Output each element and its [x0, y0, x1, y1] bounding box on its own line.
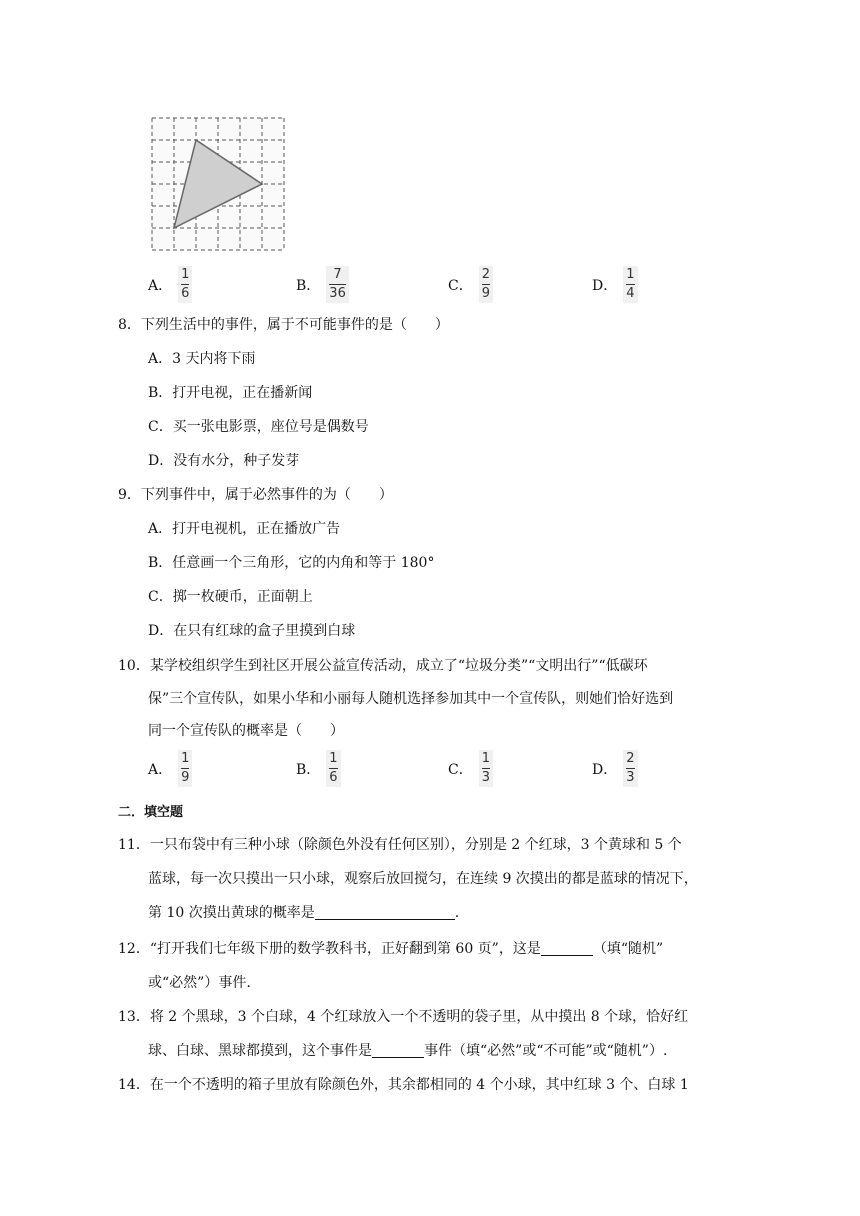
answer-blank[interactable]	[541, 941, 593, 956]
q10-option-a[interactable]: A． $\frac{1}{9}$	[148, 750, 192, 787]
q10-option-c[interactable]: C． $\frac{1}{3}$	[448, 750, 493, 787]
fraction: $\frac{1}{9}$	[178, 750, 192, 787]
q9-option-c[interactable]: C．掷一枚硬币，正面朝上	[148, 589, 313, 605]
fraction: $\frac{2}{9}$	[479, 266, 493, 303]
q9-option-d[interactable]: D．在只有红球的盒子里摸到白球	[148, 623, 356, 639]
q12-line2: 或“必然”）事件.	[148, 975, 251, 991]
grid-triangle-figure	[148, 114, 288, 254]
q8-option-c[interactable]: C．买一张电影票，座位号是偶数号	[148, 419, 369, 435]
fraction: $\frac{2}{3}$	[623, 750, 637, 787]
q7-options	[148, 266, 748, 310]
q10-options	[148, 750, 748, 794]
fraction: $\frac{1}{6}$	[326, 750, 340, 787]
q7-option-a[interactable]: A． $\frac{1}{6}$	[148, 266, 192, 303]
section-title: 二．填空题	[118, 805, 184, 820]
q13-line1: 13．将 2 个黑球，3 个白球，4 个红球放入一个不透明的袋子里，从中摸出 8 个球，恰好红	[118, 1009, 689, 1025]
answer-blank[interactable]	[372, 1043, 424, 1058]
fraction: $\frac{1}{3}$	[479, 750, 493, 787]
q9-option-a[interactable]: A．打开电视机，正在播放广告	[148, 521, 341, 537]
q8-option-a[interactable]: A．3 天内将下雨	[148, 351, 256, 367]
q11-line2: 蓝球，每一次只摸出一只小球，观察后放回搅匀，在连续 9 次摸出的都是蓝球的情况下，	[148, 871, 698, 887]
q10-option-b[interactable]: B． $\frac{1}{6}$	[296, 750, 341, 787]
q7-option-c[interactable]: C． $\frac{2}{9}$	[448, 266, 493, 303]
q11-line3: 第 10 次摸出黄球的概率是 .	[148, 905, 460, 921]
q10-stem-line3: 同一个宣传队的概率是（ ）	[148, 723, 344, 739]
q13-line2: 球、白球、黑球都摸到，这个事件是 事件（填“必然”或“不可能”或“随机”）.	[148, 1043, 668, 1059]
fraction: $\frac{7}{36}$	[326, 266, 349, 303]
q10-option-d[interactable]: D． $\frac{2}{3}$	[592, 750, 638, 787]
q8-option-b[interactable]: B．打开电视，正在播新闻	[148, 385, 313, 401]
q12-line1: 12．“打开我们七年级下册的数学教科书，正好翻到第 60 页”，这是 （填“随机”	[118, 941, 664, 957]
q8-option-d[interactable]: D．没有水分，种子发芽	[148, 453, 300, 469]
q7-option-d[interactable]: D． $\frac{1}{4}$	[592, 266, 638, 303]
answer-blank[interactable]	[315, 905, 455, 920]
fraction: $\frac{1}{4}$	[623, 266, 637, 303]
q10-stem-line1: 10．某学校组织学生到社区开展公益宣传活动，成立了“垃圾分类”“文明出行”“低碳环	[118, 658, 648, 674]
q9-stem: 9．下列事件中，属于必然事件的为（ ）	[118, 487, 393, 503]
q7-option-b[interactable]: B． $\frac{7}{36}$	[296, 266, 349, 303]
fraction: $\frac{1}{6}$	[178, 266, 192, 303]
q10-stem-line2: 保”三个宣传队，如果小华和小丽每人随机选择参加其中一个宣传队，则她们恰好选到	[148, 691, 674, 707]
q9-option-b[interactable]: B．任意画一个三角形，它的内角和等于 180°	[148, 555, 435, 571]
q14-line1: 14．在一个不透明的箱子里放有除颜色外，其余都相同的 4 个小球，其中红球 3 个、白球 1	[118, 1077, 689, 1093]
q11-line1: 11．一只布袋中有三种小球（除颜色外没有任何区别），分别是 2 个红球，3 个黄球和 5 个	[118, 837, 682, 853]
q8-stem: 8．下列生活中的事件，属于不可能事件的是（ ）	[118, 317, 449, 333]
